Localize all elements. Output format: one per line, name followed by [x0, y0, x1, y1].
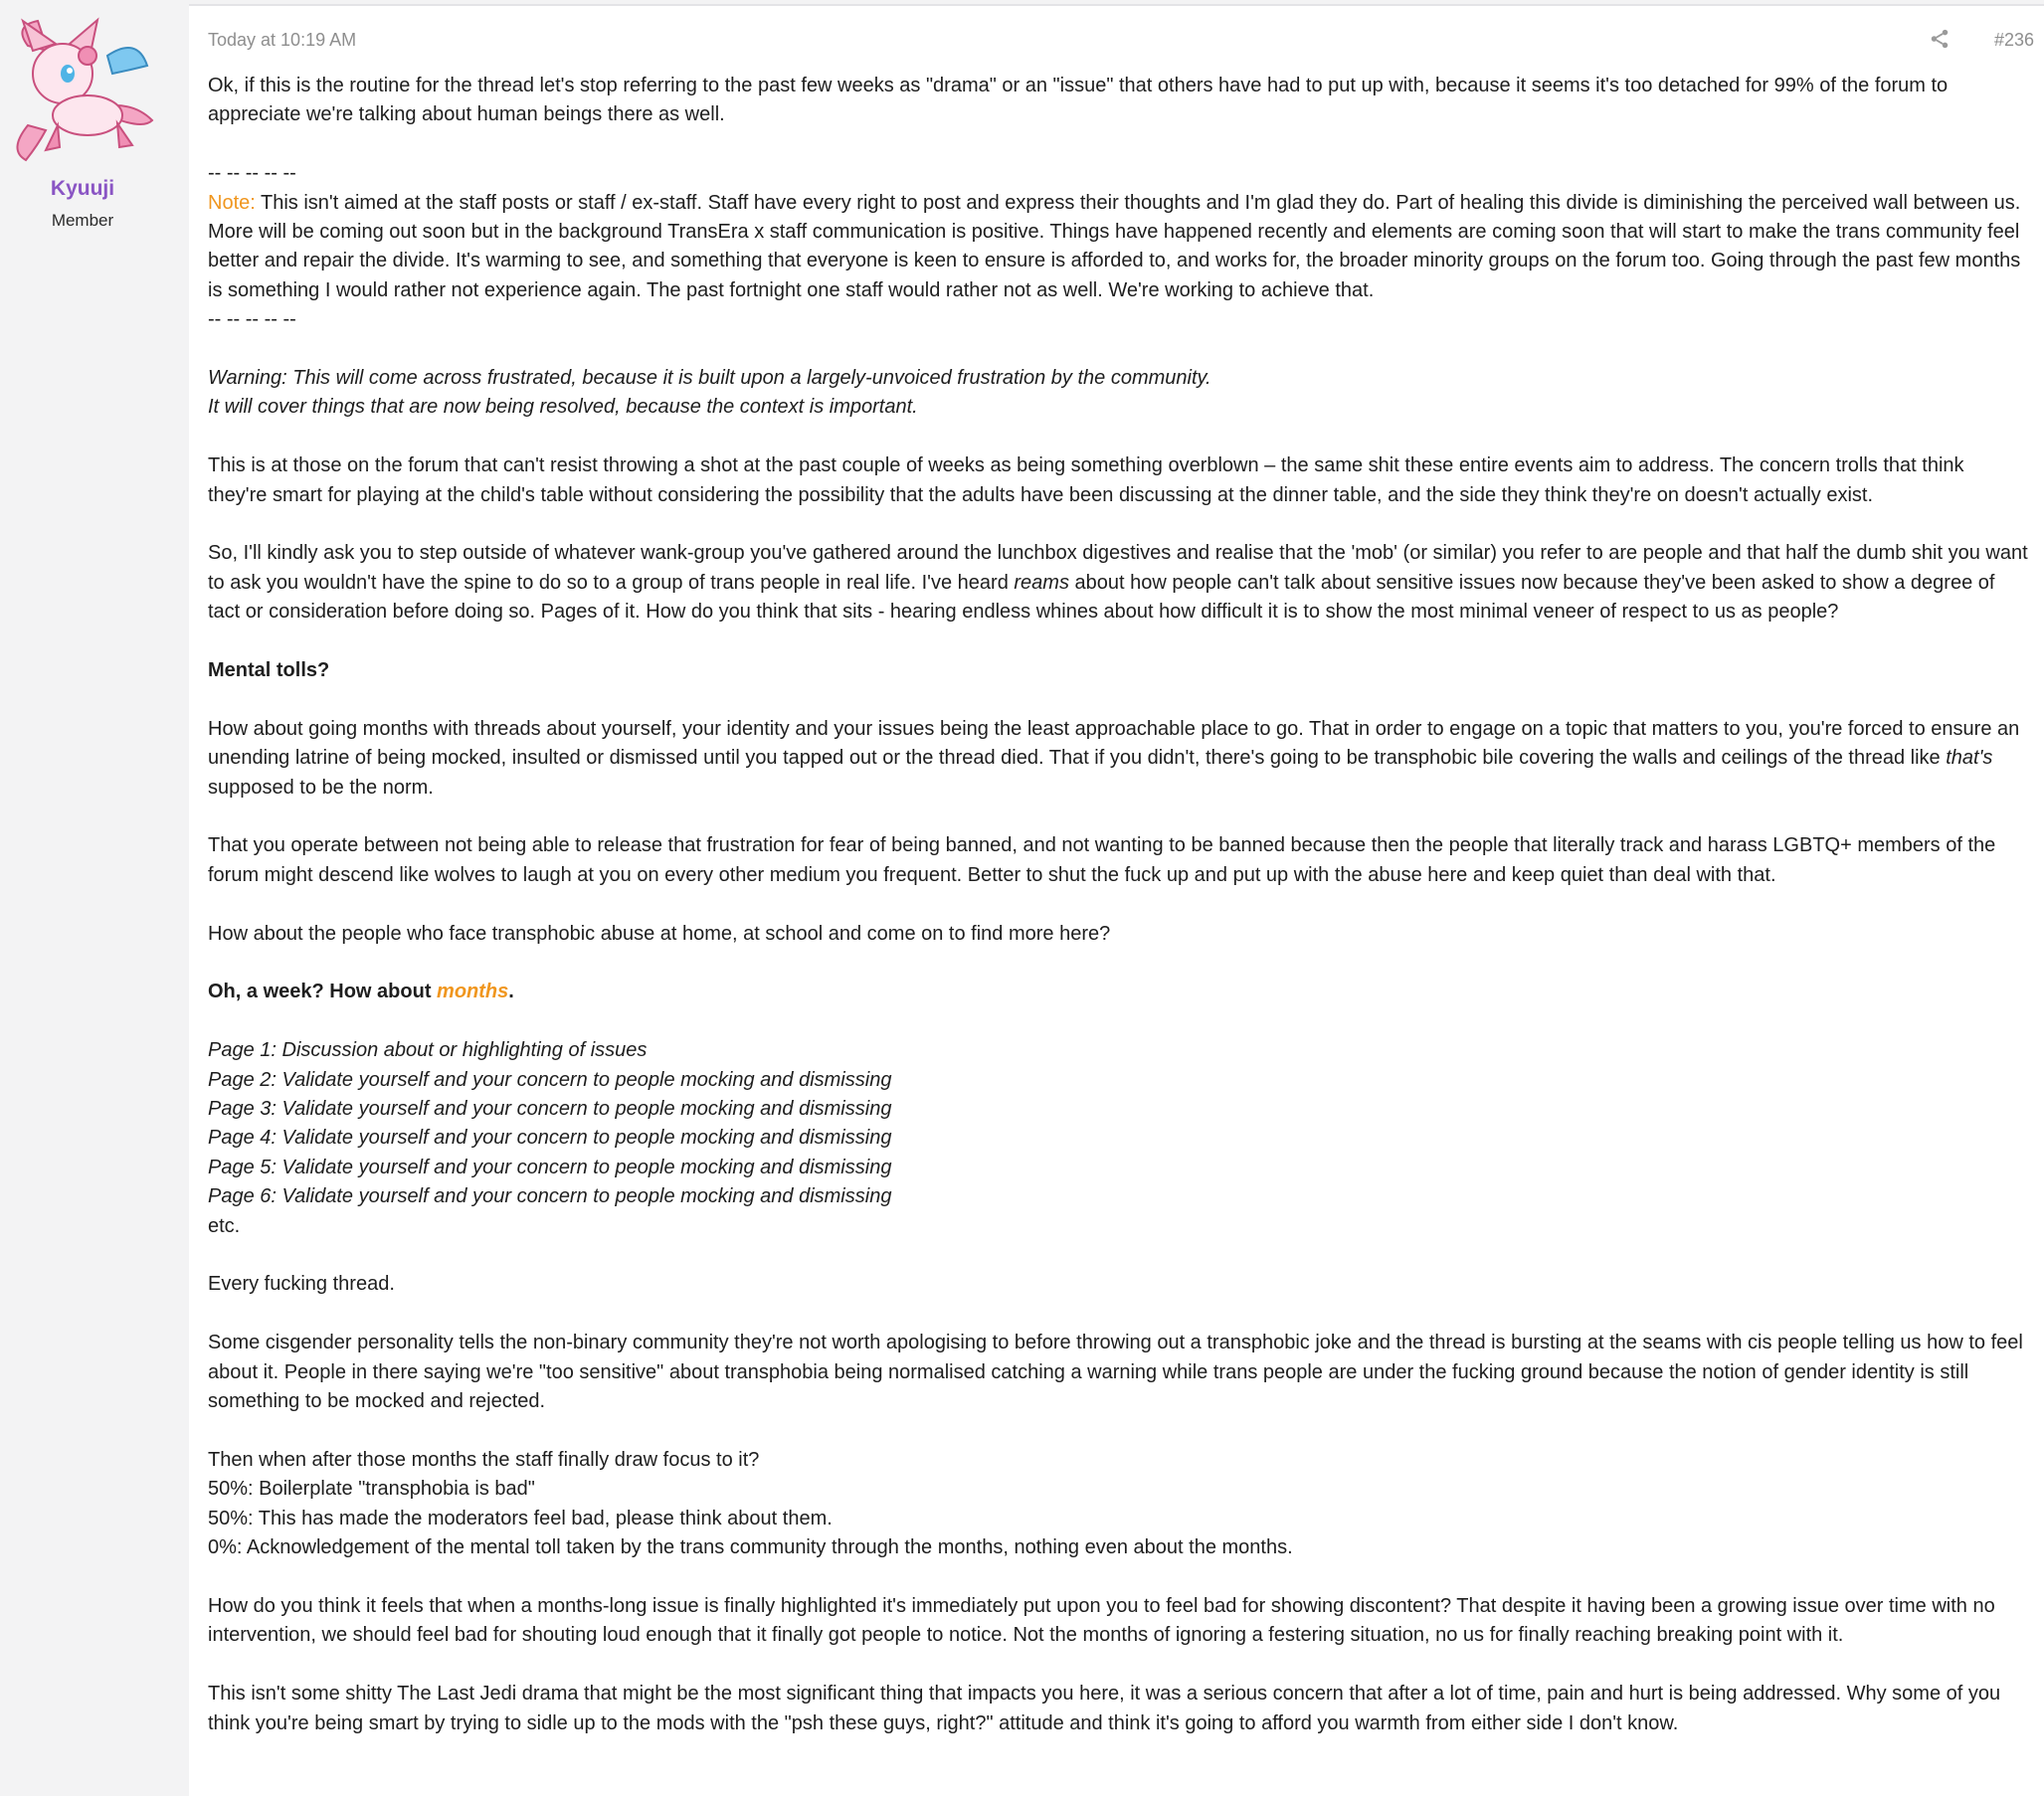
sylveon-avatar-icon[interactable]	[8, 16, 157, 165]
warning-line: It will cover things that are now being resolved, because the context is important.	[208, 396, 918, 419]
text-run: supposed to be the norm.	[208, 776, 434, 799]
list-item: Page 6: Validate yourself and your concern to people mocking and dismissing	[208, 1185, 892, 1208]
note-block	[208, 159, 2028, 334]
divider-bottom: -- -- -- -- --	[208, 308, 296, 331]
post-header	[208, 26, 2034, 56]
text-run: .	[508, 981, 514, 1003]
warning-line: Warning: This will come across frustrated, because it is built upon a largely-unvoiced frustration by the community.	[208, 367, 1211, 390]
list-item: 0%: Acknowledgement of the mental toll taken by the trans community through the months, nothing even about the months.	[208, 1536, 1293, 1559]
heading	[208, 978, 2028, 1006]
paragraph: That you operate between not being able to release that frustration for fear of being banned, and not wanting to be banned because then the people that literally track and harass LGBTQ+ members of the forum might descend like wolves to laugh at you on every other medium you frequent. Better to shut the fuck up and put up with the abuse here and keep quiet than deal with that.	[208, 834, 1996, 886]
user-title: Member	[51, 211, 114, 230]
emphasis: months	[437, 981, 509, 1003]
note-label: Note:	[208, 191, 256, 214]
paragraph: How about the people who face transphobic abuse at home, at school and come on to find more here?	[208, 922, 1111, 945]
warning-block	[208, 364, 2028, 423]
paragraph: This is at those on the forum that can't resist throwing a shot at the past couple of weeks as being something overblown – the same shit these entire events aim to address. The concern trolls that think they're smart for playing at the child's table without considering the possibility that the adults have been discussing at the dinner table, and the side they think they're on doesn't actually exist.	[208, 454, 1964, 506]
username[interactable]: Kyuuji	[50, 177, 115, 200]
paragraph: This isn't some shitty The Last Jedi drama that might be the most significant thing that impacts you here, it was a serious concern that after a lot of time, pain and hurt is being addressed. Why some of you think you're being smart by trying to sidle up to the mods with the "psh these guys, right?" attitude and think it's going to afford you warmth from either side I don't know.	[208, 1683, 2001, 1734]
list-item: 50%: Boilerplate "transphobia is bad"	[208, 1478, 535, 1501]
divider-top: -- -- -- -- --	[208, 162, 296, 185]
list-item: etc.	[208, 1214, 241, 1237]
paragraph: Ok, if this is the routine for the thread let's stop referring to the past few weeks as "drama" or an "issue" that others have had to put up with, because it seems it's too detached for 99% of the forum to appreciate we're talking about human beings there as well.	[208, 75, 1949, 126]
list-item: Page 3: Validate yourself and your concern to people mocking and dismissing	[208, 1098, 892, 1121]
list-item: Then when after those months the staff finally draw focus to it?	[208, 1448, 760, 1471]
list-item: Page 2: Validate yourself and your concern to people mocking and dismissing	[208, 1068, 892, 1091]
paragraph: Every fucking thread.	[208, 1273, 395, 1296]
list-item: 50%: This has made the moderators feel bad, please think about them.	[208, 1507, 833, 1529]
note-text: This isn't aimed at the staff posts or staff / ex-staff. Staff have every right to post and express their thoughts and I'm glad they do. Part of healing this divide is diminishing the perceived wall between us. More will be coming out soon but in the background TransEra x staff communication is positive. Things have happened recently and elements are coming soon that will start to make the trans community feel better and repair the divide. It's warming to see, and something that everyone is keen to ensure is afforded to, and works for, the broader minority groups on the forum too. Going through the past few months is something I would rather not experience again. The past fortnight one staff would rather not as well. We're working to achieve that.	[208, 191, 2021, 301]
emphasis: that's	[1946, 747, 1993, 770]
share-icon[interactable]	[1929, 28, 1954, 54]
heading: Mental tolls?	[208, 659, 330, 682]
paragraph: Some cisgender personality tells the non-binary community they're not worth apologising to before throwing out a transphobic joke and the thread is bursting at the seams with cis people telling us how to feel about it. People in there saying we're "too sensitive" about transphobia being normalised catching a warning while trans people are under the fucking ground because the notion of gender identity is still something to be mocked and rejected.	[208, 1332, 2023, 1413]
post-timestamp[interactable]: Today at 10:19 AM	[208, 30, 357, 50]
text-run: So, I'll kindly ask you to step outside of whatever wank-group you've gathered around the lunchbox digestives and realise that the 'mob' (or similar) you refer to are people and that half the dumb shit you want to ask you wouldn't have the spine to do so to a group of trans people in real life. I've heard	[208, 542, 2028, 594]
list-item: Page 4: Validate yourself and your concern to people mocking and dismissing	[208, 1127, 892, 1150]
text-run: Oh, a week? How about	[208, 981, 438, 1003]
text-run: How about going months with threads about yourself, your identity and your issues being the least approachable place to go. That in order to engage on a topic that matters to you, you're forced to ensure an unending latrine of being mocked, insulted or dismissed until you tapped out or the thread died. That if you didn't, there's going to be transphobic bile covering the walls and ceilings of the thread like	[208, 717, 2020, 770]
paragraph: How do you think it feels that when a months-long issue is finally highlighted it's immediately put upon you to feel bad for showing discontent? That despite it having been a growing issue over time with no intervention, we should feel bad for shouting loud enough that it finally got people to notice. Not the months of ignoring a festering situation, no us for finally reaching breaking point with it.	[208, 1594, 1995, 1647]
list-item: Page 5: Validate yourself and your concern to people mocking and dismissing	[208, 1156, 892, 1178]
list-item: Page 1: Discussion about or highlighting of issues	[208, 1039, 648, 1062]
pages-list	[208, 1036, 2028, 1241]
emphasis: reams	[1014, 571, 1069, 594]
post-container	[189, 4, 2044, 1796]
percent-list	[208, 1446, 2028, 1563]
paragraph	[208, 715, 2028, 803]
paragraph	[208, 539, 2028, 627]
post-number[interactable]: #236	[1993, 30, 2034, 50]
post-body	[208, 72, 2028, 1767]
text-run: about how people can't talk about sensitive issues now because they've been asked to show a degree of tact or consideration before doing so. Pages of it. How do you think that sits - hearing endless whines about how difficult it is to show the most minimal veneer of respect to us as people?	[208, 571, 1995, 624]
user-sidebar	[0, 0, 189, 1796]
